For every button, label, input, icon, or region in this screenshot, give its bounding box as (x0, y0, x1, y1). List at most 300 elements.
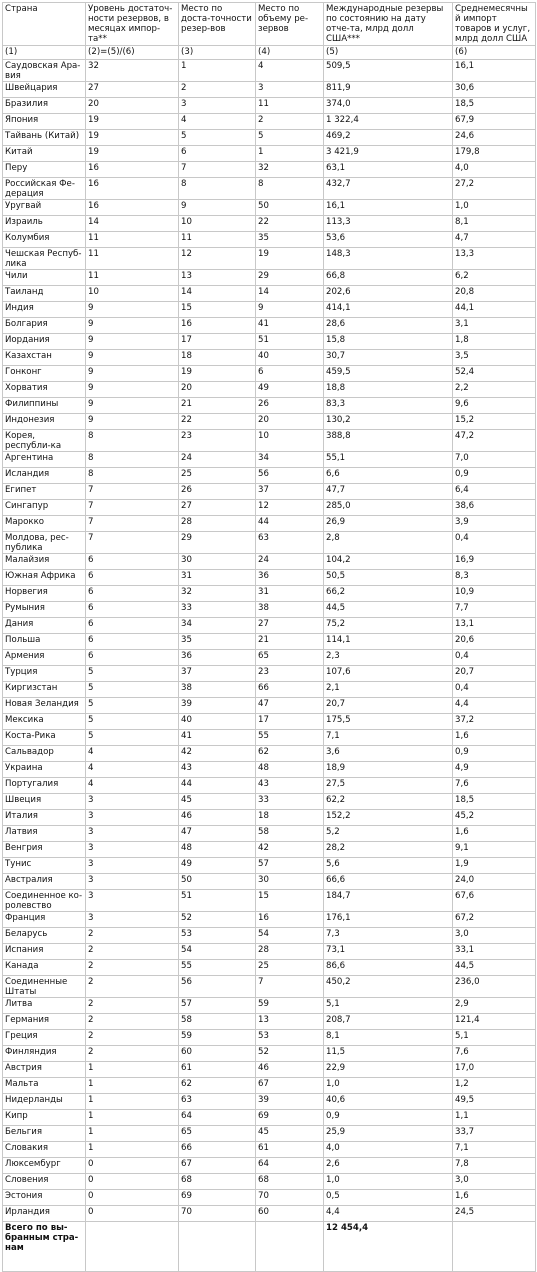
volume-rank-cell: 9 (256, 302, 324, 318)
table-row (3, 302, 536, 318)
adequacy-rank-cell: 62 (179, 1078, 256, 1094)
adequacy-rank-cell: 27 (179, 500, 256, 516)
volume-rank-cell: 26 (256, 398, 324, 414)
volume-rank-cell: 34 (256, 452, 324, 468)
volume-rank-cell: 54 (256, 928, 324, 944)
imports-cell: 7,6 (453, 1046, 536, 1062)
adequacy-rank-cell: 54 (179, 944, 256, 960)
imports-cell: 7,6 (453, 778, 536, 794)
imports-cell: 33,1 (453, 944, 536, 960)
reserves-cell: 11,5 (324, 1046, 453, 1062)
adequacy-months-cell: 3 (86, 858, 179, 874)
volume-rank-cell: 20 (256, 414, 324, 430)
volume-rank-cell: 27 (256, 618, 324, 634)
adequacy-months-cell: 6 (86, 650, 179, 666)
reserves-cell: 55,1 (324, 452, 453, 468)
adequacy-rank-cell: 58 (179, 1014, 256, 1030)
adequacy-months-cell: 32 (86, 60, 179, 82)
country-cell: Беларусь (3, 928, 86, 944)
adequacy-months-cell: 19 (86, 130, 179, 146)
imports-cell: 45,2 (453, 810, 536, 826)
total-empty-cell (179, 1222, 256, 1272)
adequacy-months-cell: 6 (86, 634, 179, 650)
imports-cell: 3,1 (453, 318, 536, 334)
volume-rank-cell: 21 (256, 634, 324, 650)
adequacy-months-cell: 4 (86, 762, 179, 778)
imports-cell: 3,5 (453, 350, 536, 366)
imports-cell: 18,5 (453, 98, 536, 114)
country-cell: Германия (3, 1014, 86, 1030)
reserves-cell: 113,3 (324, 216, 453, 232)
imports-cell: 179,8 (453, 146, 536, 162)
country-cell: Греция (3, 1030, 86, 1046)
volume-rank-cell: 31 (256, 586, 324, 602)
volume-rank-cell: 4 (256, 60, 324, 82)
table-row (3, 746, 536, 762)
volume-rank-cell: 19 (256, 248, 324, 270)
country-cell: Мальта (3, 1078, 86, 1094)
country-cell: Ирландия (3, 1206, 86, 1222)
adequacy-months-cell: 2 (86, 1030, 179, 1046)
volume-rank-cell: 62 (256, 746, 324, 762)
adequacy-rank-cell: 3 (179, 98, 256, 114)
country-cell: Португалия (3, 778, 86, 794)
table-row (3, 98, 536, 114)
country-cell: Сингапур (3, 500, 86, 516)
table-header (3, 3, 536, 46)
imports-cell: 2,9 (453, 998, 536, 1014)
reserves-cell: 18,8 (324, 382, 453, 398)
table-row (3, 714, 536, 730)
header-international-reserves: Международные резервы по состоянию на дату отче-та, млрд долл США*** (324, 3, 453, 46)
country-cell: Соединенное ко-ролевство (3, 890, 86, 912)
imports-cell: 49,5 (453, 1094, 536, 1110)
adequacy-months-cell: 6 (86, 554, 179, 570)
adequacy-months-cell: 2 (86, 960, 179, 976)
volume-rank-cell: 1 (256, 146, 324, 162)
volume-rank-cell: 63 (256, 532, 324, 554)
table-row (3, 532, 536, 554)
adequacy-rank-cell: 12 (179, 248, 256, 270)
country-cell: Италия (3, 810, 86, 826)
header-adequacy-months: Уровень достаточ-ности резервов, в месяцах импор-та** (86, 3, 179, 46)
table-row (3, 1078, 536, 1094)
reserves-cell: 30,7 (324, 350, 453, 366)
column-number: (3) (179, 46, 256, 60)
country-cell: Таиланд (3, 286, 86, 302)
adequacy-months-cell: 19 (86, 146, 179, 162)
imports-cell: 67,9 (453, 114, 536, 130)
adequacy-months-cell: 16 (86, 200, 179, 216)
imports-cell: 3,0 (453, 928, 536, 944)
table-row (3, 912, 536, 928)
imports-cell: 15,2 (453, 414, 536, 430)
reserves-cell: 2,6 (324, 1158, 453, 1174)
table-row (3, 1190, 536, 1206)
table-row (3, 666, 536, 682)
volume-rank-cell: 13 (256, 1014, 324, 1030)
imports-cell: 0,4 (453, 532, 536, 554)
adequacy-rank-cell: 14 (179, 286, 256, 302)
reserves-cell: 40,6 (324, 1094, 453, 1110)
imports-cell: 236,0 (453, 976, 536, 998)
reserves-cell: 5,6 (324, 858, 453, 874)
adequacy-months-cell: 1 (86, 1126, 179, 1142)
reserves-cell: 66,8 (324, 270, 453, 286)
table-row (3, 1014, 536, 1030)
adequacy-months-cell: 9 (86, 334, 179, 350)
reserves-cell: 28,2 (324, 842, 453, 858)
table-row (3, 232, 536, 248)
volume-rank-cell: 38 (256, 602, 324, 618)
imports-cell: 24,6 (453, 130, 536, 146)
volume-rank-cell: 50 (256, 200, 324, 216)
imports-cell: 4,4 (453, 698, 536, 714)
reserves-cell: 184,7 (324, 890, 453, 912)
reserves-cell: 2,8 (324, 532, 453, 554)
header-volume-rank: Место по объему ре-зервов (256, 3, 324, 46)
country-cell: Польша (3, 634, 86, 650)
volume-rank-cell: 11 (256, 98, 324, 114)
adequacy-months-cell: 4 (86, 778, 179, 794)
imports-cell: 9,1 (453, 842, 536, 858)
country-cell: Малайзия (3, 554, 86, 570)
adequacy-months-cell: 7 (86, 484, 179, 500)
table-row (3, 334, 536, 350)
reserves-cell: 388,8 (324, 430, 453, 452)
volume-rank-cell: 70 (256, 1190, 324, 1206)
total-row (3, 1222, 536, 1272)
table-body (3, 46, 536, 1222)
volume-rank-cell: 56 (256, 468, 324, 484)
volume-rank-cell: 18 (256, 810, 324, 826)
reserves-cell: 66,6 (324, 874, 453, 890)
reserves-cell: 62,2 (324, 794, 453, 810)
adequacy-months-cell: 0 (86, 1158, 179, 1174)
adequacy-months-cell: 0 (86, 1206, 179, 1222)
volume-rank-cell: 6 (256, 366, 324, 382)
reserves-cell: 3,6 (324, 746, 453, 762)
imports-cell: 7,1 (453, 1142, 536, 1158)
country-cell: Австрия (3, 1062, 86, 1078)
volume-rank-cell: 46 (256, 1062, 324, 1078)
adequacy-months-cell: 3 (86, 890, 179, 912)
reserves-cell: 107,6 (324, 666, 453, 682)
reserves-cell: 1 322,4 (324, 114, 453, 130)
volume-rank-cell: 57 (256, 858, 324, 874)
volume-rank-cell: 5 (256, 130, 324, 146)
table-row (3, 248, 536, 270)
volume-rank-cell: 51 (256, 334, 324, 350)
adequacy-rank-cell: 49 (179, 858, 256, 874)
imports-cell: 8,3 (453, 570, 536, 586)
table-row (3, 682, 536, 698)
adequacy-rank-cell: 41 (179, 730, 256, 746)
adequacy-rank-cell: 4 (179, 114, 256, 130)
imports-cell: 7,8 (453, 1158, 536, 1174)
adequacy-rank-cell: 21 (179, 398, 256, 414)
volume-rank-cell: 40 (256, 350, 324, 366)
imports-cell: 2,2 (453, 382, 536, 398)
volume-rank-cell: 47 (256, 698, 324, 714)
column-number: (6) (453, 46, 536, 60)
adequacy-rank-cell: 40 (179, 714, 256, 730)
volume-rank-cell: 12 (256, 500, 324, 516)
imports-cell: 0,4 (453, 682, 536, 698)
adequacy-rank-cell: 61 (179, 1062, 256, 1078)
table-row (3, 618, 536, 634)
reserves-cell: 414,1 (324, 302, 453, 318)
reserves-cell: 7,1 (324, 730, 453, 746)
reserves-cell: 469,2 (324, 130, 453, 146)
adequacy-rank-cell: 32 (179, 586, 256, 602)
imports-cell: 7,7 (453, 602, 536, 618)
volume-rank-cell: 64 (256, 1158, 324, 1174)
table-row (3, 976, 536, 998)
reserves-cell: 175,5 (324, 714, 453, 730)
table-row (3, 60, 536, 82)
country-cell: Швейцария (3, 82, 86, 98)
table-row (3, 178, 536, 200)
country-cell: Тунис (3, 858, 86, 874)
reserves-cell: 450,2 (324, 976, 453, 998)
imports-cell: 18,5 (453, 794, 536, 810)
volume-rank-cell: 42 (256, 842, 324, 858)
adequacy-months-cell: 2 (86, 1046, 179, 1062)
imports-cell: 6,4 (453, 484, 536, 500)
volume-rank-cell: 53 (256, 1030, 324, 1046)
adequacy-months-cell: 1 (86, 1094, 179, 1110)
adequacy-months-cell: 2 (86, 1014, 179, 1030)
adequacy-rank-cell: 7 (179, 162, 256, 178)
adequacy-rank-cell: 23 (179, 430, 256, 452)
country-cell: Бельгия (3, 1126, 86, 1142)
adequacy-rank-cell: 16 (179, 318, 256, 334)
adequacy-months-cell: 7 (86, 516, 179, 532)
adequacy-rank-cell: 25 (179, 468, 256, 484)
header-adequacy-rank: Место по доста-точности резер-вов (179, 3, 256, 46)
adequacy-months-cell: 6 (86, 570, 179, 586)
table-row (3, 778, 536, 794)
adequacy-months-cell: 9 (86, 366, 179, 382)
adequacy-rank-cell: 10 (179, 216, 256, 232)
table-row (3, 960, 536, 976)
country-cell: Израиль (3, 216, 86, 232)
adequacy-rank-cell: 15 (179, 302, 256, 318)
table-row (3, 998, 536, 1014)
volume-rank-cell: 68 (256, 1174, 324, 1190)
table-row (3, 762, 536, 778)
column-number-row (3, 46, 536, 60)
imports-cell: 8,1 (453, 216, 536, 232)
country-cell: Словакия (3, 1142, 86, 1158)
volume-rank-cell: 2 (256, 114, 324, 130)
adequacy-months-cell: 9 (86, 302, 179, 318)
imports-cell: 37,2 (453, 714, 536, 730)
reserves-cell: 4,4 (324, 1206, 453, 1222)
country-cell: Австралия (3, 874, 86, 890)
adequacy-rank-cell: 17 (179, 334, 256, 350)
volume-rank-cell: 55 (256, 730, 324, 746)
country-cell: Чешская Респуб-лика (3, 248, 86, 270)
country-cell: Турция (3, 666, 86, 682)
reserves-cell: 15,8 (324, 334, 453, 350)
country-cell: Российская Фе-дерация (3, 178, 86, 200)
reserves-cell: 25,9 (324, 1126, 453, 1142)
volume-rank-cell: 7 (256, 976, 324, 998)
table-row (3, 650, 536, 666)
volume-rank-cell: 48 (256, 762, 324, 778)
adequacy-rank-cell: 35 (179, 634, 256, 650)
table-row (3, 698, 536, 714)
header-country: Страна (3, 3, 86, 46)
country-cell: Латвия (3, 826, 86, 842)
volume-rank-cell: 23 (256, 666, 324, 682)
adequacy-rank-cell: 2 (179, 82, 256, 98)
table-row (3, 858, 536, 874)
country-cell: Колумбия (3, 232, 86, 248)
reserves-cell: 66,2 (324, 586, 453, 602)
reserves-cell: 73,1 (324, 944, 453, 960)
reserves-cell: 208,7 (324, 1014, 453, 1030)
volume-rank-cell: 58 (256, 826, 324, 842)
reserves-cell: 8,1 (324, 1030, 453, 1046)
imports-cell: 1,6 (453, 826, 536, 842)
imports-cell: 6,2 (453, 270, 536, 286)
table-row (3, 890, 536, 912)
total-empty-cell (453, 1222, 536, 1272)
adequacy-months-cell: 8 (86, 430, 179, 452)
table-row (3, 318, 536, 334)
country-cell: Индия (3, 302, 86, 318)
column-number: (4) (256, 46, 324, 60)
table-row (3, 826, 536, 842)
adequacy-months-cell: 5 (86, 714, 179, 730)
volume-rank-cell: 15 (256, 890, 324, 912)
reserves-cell: 3 421,9 (324, 146, 453, 162)
adequacy-rank-cell: 20 (179, 382, 256, 398)
imports-cell: 9,6 (453, 398, 536, 414)
adequacy-months-cell: 9 (86, 318, 179, 334)
reserves-cell: 47,7 (324, 484, 453, 500)
adequacy-rank-cell: 52 (179, 912, 256, 928)
country-cell: Аргентина (3, 452, 86, 468)
table-row (3, 216, 536, 232)
reserves-cell: 53,6 (324, 232, 453, 248)
country-cell: Тайвань (Китай) (3, 130, 86, 146)
total-reserves: 12 454,4 (324, 1222, 453, 1272)
table-row (3, 1206, 536, 1222)
table-row (3, 944, 536, 960)
adequacy-months-cell: 8 (86, 452, 179, 468)
reserves-cell: 26,9 (324, 516, 453, 532)
table-row (3, 794, 536, 810)
adequacy-rank-cell: 66 (179, 1142, 256, 1158)
table-row (3, 484, 536, 500)
imports-cell: 24,0 (453, 874, 536, 890)
reserves-cell: 75,2 (324, 618, 453, 634)
table-row (3, 452, 536, 468)
imports-cell: 0,4 (453, 650, 536, 666)
adequacy-rank-cell: 28 (179, 516, 256, 532)
table-row (3, 928, 536, 944)
imports-cell: 44,5 (453, 960, 536, 976)
imports-cell: 10,9 (453, 586, 536, 602)
country-cell: Эстония (3, 1190, 86, 1206)
adequacy-rank-cell: 55 (179, 960, 256, 976)
volume-rank-cell: 39 (256, 1094, 324, 1110)
reserves-cell: 7,3 (324, 928, 453, 944)
imports-cell: 0,9 (453, 468, 536, 484)
table-row (3, 634, 536, 650)
country-cell: Марокко (3, 516, 86, 532)
volume-rank-cell: 14 (256, 286, 324, 302)
adequacy-rank-cell: 24 (179, 452, 256, 468)
reserves-cell: 432,7 (324, 178, 453, 200)
table-row (3, 146, 536, 162)
adequacy-months-cell: 5 (86, 666, 179, 682)
country-cell: Швеция (3, 794, 86, 810)
imports-cell: 44,1 (453, 302, 536, 318)
reserves-cell: 0,5 (324, 1190, 453, 1206)
country-cell: Венгрия (3, 842, 86, 858)
country-cell: Перу (3, 162, 86, 178)
reserves-cell: 22,9 (324, 1062, 453, 1078)
country-cell: Саудовская Ара-вия (3, 60, 86, 82)
adequacy-months-cell: 6 (86, 602, 179, 618)
reserves-cell: 1,0 (324, 1078, 453, 1094)
total-label: Всего по вы-бранным стра-нам (3, 1222, 86, 1272)
reserves-cell: 6,6 (324, 468, 453, 484)
imports-cell: 67,6 (453, 890, 536, 912)
imports-cell: 4,0 (453, 162, 536, 178)
country-cell: Новая Зеландия (3, 698, 86, 714)
volume-rank-cell: 28 (256, 944, 324, 960)
adequacy-rank-cell: 53 (179, 928, 256, 944)
table-row (3, 398, 536, 414)
imports-cell: 4,9 (453, 762, 536, 778)
table-row (3, 874, 536, 890)
reserves-cell: 0,9 (324, 1110, 453, 1126)
imports-cell: 13,1 (453, 618, 536, 634)
adequacy-months-cell: 3 (86, 826, 179, 842)
reserves-table (2, 2, 536, 1272)
imports-cell: 47,2 (453, 430, 536, 452)
table-row (3, 516, 536, 532)
country-cell: Финляндия (3, 1046, 86, 1062)
adequacy-months-cell: 8 (86, 468, 179, 484)
reserves-cell: 104,2 (324, 554, 453, 570)
table-row (3, 130, 536, 146)
reserves-cell: 63,1 (324, 162, 453, 178)
imports-cell: 52,4 (453, 366, 536, 382)
reserves-cell: 16,1 (324, 200, 453, 216)
reserves-cell: 811,9 (324, 82, 453, 98)
volume-rank-cell: 66 (256, 682, 324, 698)
country-cell: Мексика (3, 714, 86, 730)
country-cell: Филиппины (3, 398, 86, 414)
imports-cell: 20,8 (453, 286, 536, 302)
volume-rank-cell: 59 (256, 998, 324, 1014)
volume-rank-cell: 43 (256, 778, 324, 794)
table-row (3, 414, 536, 430)
country-cell: Румыния (3, 602, 86, 618)
adequacy-months-cell: 9 (86, 414, 179, 430)
country-cell: Армения (3, 650, 86, 666)
header-row (3, 3, 536, 46)
reserves-cell: 148,3 (324, 248, 453, 270)
adequacy-rank-cell: 56 (179, 976, 256, 998)
